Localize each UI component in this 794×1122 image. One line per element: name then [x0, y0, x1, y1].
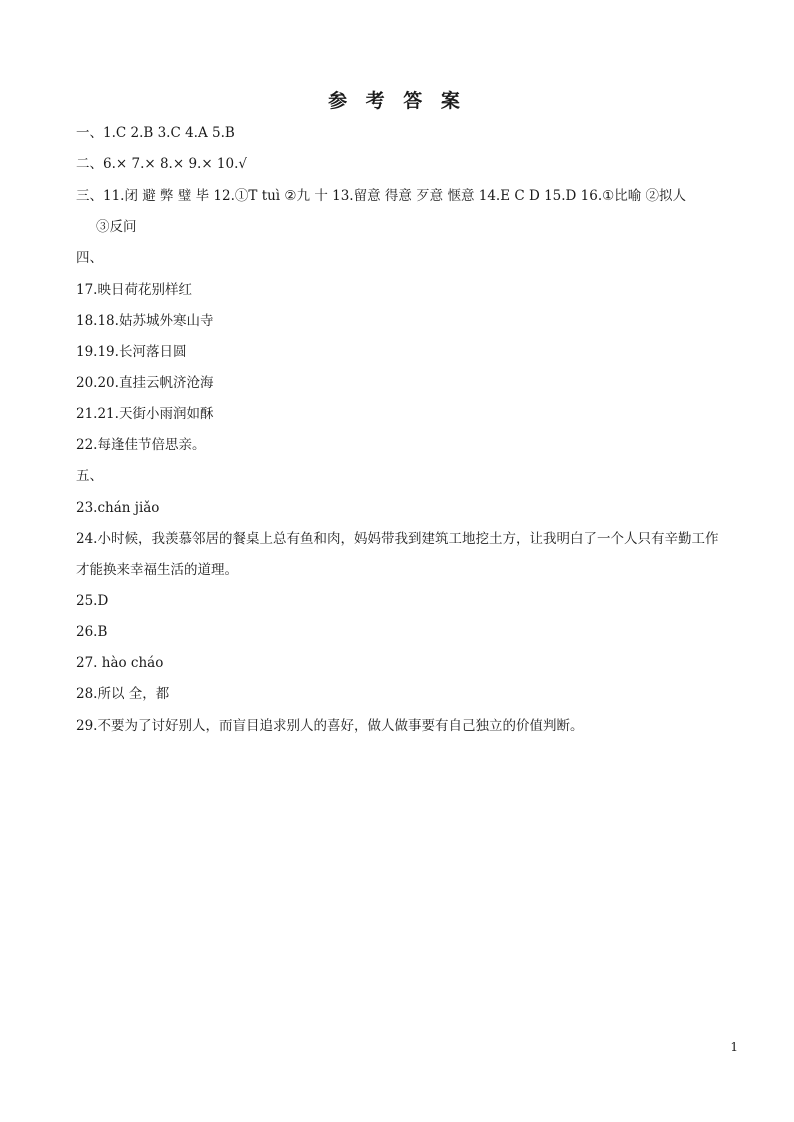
answer-28: 28.所以 全，都: [76, 686, 170, 702]
section-4-heading: 四、: [76, 250, 103, 266]
answer-18: 18.18.姑苏城外寒山寺: [76, 313, 214, 329]
answer-24: 24.小时候，我羡慕邻居的餐桌上总有鱼和肉，妈妈带我到建筑工地挖土方，让我明白了一个人只有辛勤工作: [76, 531, 719, 547]
page-number: 1: [730, 1040, 738, 1054]
answer-19: 19.19.长河落日圆: [76, 344, 187, 360]
answer-25: 25.D: [76, 593, 109, 609]
section-5-heading: 五、: [76, 468, 103, 484]
page-title: 参 考 答 案: [328, 90, 466, 112]
answer-22: 22.每逢佳节倍思亲。: [76, 437, 206, 453]
answer-20: 20.20.直挂云帆济沧海: [76, 375, 214, 391]
answer-21: 21.21.天街小雨润如酥: [76, 406, 214, 422]
answer-section-3: 三、11.闭 避 弊 璧 毕 12.①T tuì ②九 十 13.留意 得意 歹意 惬意 14.E C D 15.D 16.①比喻 ②拟人: [76, 188, 687, 204]
answer-section-3-continued: ③反问: [96, 219, 137, 235]
answer-section-2: 二、6.× 7.× 8.× 9.× 10.√: [76, 156, 248, 172]
answer-23: 23.chán jiǎo: [76, 500, 160, 516]
answer-section-1: 一、1.C 2.B 3.C 4.A 5.B: [76, 125, 235, 141]
answer-27: 27. hào cháo: [76, 655, 164, 671]
answer-29: 29.不要为了讨好别人，而盲目追求别人的喜好，做人做事要有自己独立的价值判断。: [76, 718, 584, 734]
answer-24-continued: 才能换来幸福生活的道理。: [76, 562, 238, 578]
answer-26: 26.B: [76, 624, 108, 640]
answer-17: 17.映日荷花别样红: [76, 282, 192, 298]
